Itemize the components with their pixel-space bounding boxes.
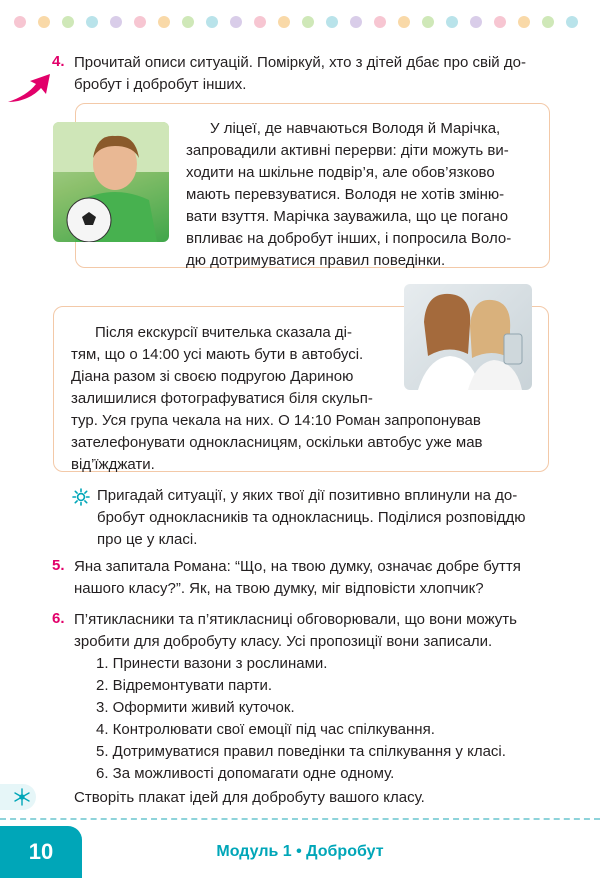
- decorative-dot: [470, 16, 482, 28]
- task-number: 6.: [52, 610, 65, 627]
- page-number: 10: [0, 826, 82, 878]
- task-6-text: П’ятикласники та п’ятикласниці обговорювали, що вони можуть зробити для добробуту класу. Усі пропозиції вони записали.: [74, 611, 517, 650]
- decorative-dot: [134, 16, 146, 28]
- decorative-dot: [14, 16, 26, 28]
- decorative-dot: [158, 16, 170, 28]
- story-1-text: У ліцеї, де навчаються Володя й Марічка, запровадили активні перерви: діти можуть ви- ходити на шкільне подвір’я, але обов’язково мають перевзуватися. Володя не хотів зміню- вати взуття. Марічка зауважила, що це погано впливає на добробут інших, і попросила Воло- дю дотримуватися правил поведінки.: [186, 120, 512, 269]
- decorative-dot: [542, 16, 554, 28]
- footer-divider: [0, 818, 600, 820]
- decorative-dot: [206, 16, 218, 28]
- list-item: 1. Принести вазони з рослинами.: [96, 655, 328, 672]
- proposal-list: [96, 653, 566, 785]
- task-5-text: Яна запитала Романа: “Що, на твою думку, означає добре буття нашого класу?”. Як, на твою думку, міг відповісти хлопчик?: [74, 558, 521, 597]
- decorative-dot: [374, 16, 386, 28]
- decorative-dot-row: [14, 16, 586, 30]
- decorative-dot: [230, 16, 242, 28]
- footer-title: Модуль 1 • Добробут: [216, 843, 384, 860]
- decorative-dot: [86, 16, 98, 28]
- decorative-dot: [494, 16, 506, 28]
- list-item: 6. За можливості допомагати одне одному.: [96, 765, 395, 782]
- decorative-dot: [518, 16, 530, 28]
- decorative-dot: [326, 16, 338, 28]
- decorative-dot: [62, 16, 74, 28]
- group-task-text: Створіть плакат ідей для добробуту вашого класу.: [74, 789, 425, 806]
- decorative-dot: [398, 16, 410, 28]
- decorative-dot: [350, 16, 362, 28]
- story-2-text: Після екскурсії вчителька сказала ді- тям, що о 14:00 усі мають бути в автобусі. Діана разом зі своєю подругою Дариною залишилися фотографуватися біля скульп- тур. Уся група чекала на них. О 14:10 Роман запропонував зателефонувати однокласницям, оскільки автобус уже мав від’їжджати.: [71, 324, 483, 473]
- task-number: 4.: [52, 53, 65, 70]
- snowflake-group-icon: [0, 784, 36, 810]
- decorative-dot: [254, 16, 266, 28]
- decorative-dot: [182, 16, 194, 28]
- decorative-dot: [422, 16, 434, 28]
- list-item: 4. Контролювати свої емоції під час спілкування.: [96, 721, 435, 738]
- task-text: Прочитай описи ситуацій. Поміркуй, хто з дітей дбає про свій до- бробут і добробут інших.: [74, 54, 526, 93]
- decorative-dot: [38, 16, 50, 28]
- sun-idea-icon: [72, 488, 90, 506]
- list-item: 5. Дотримуватися правил поведінки та спілкування у класі.: [96, 743, 506, 760]
- list-item: 3. Оформити живий куточок.: [96, 699, 295, 716]
- decorative-dot: [278, 16, 290, 28]
- decorative-dot: [566, 16, 578, 28]
- decorative-dot: [110, 16, 122, 28]
- task-number: 5.: [52, 557, 65, 574]
- arrow-pointer-icon: [6, 72, 52, 106]
- photo-boy-with-ball: [53, 122, 169, 242]
- decorative-dot: [302, 16, 314, 28]
- list-item: 2. Відремонтувати парти.: [96, 677, 273, 694]
- decorative-dot: [446, 16, 458, 28]
- remember-text: Пригадай ситуації, у яких твої дії позитивно вплинули на до- бробут однокласників та однокласниць. Поділися розповіддю про це у класі.: [97, 487, 526, 548]
